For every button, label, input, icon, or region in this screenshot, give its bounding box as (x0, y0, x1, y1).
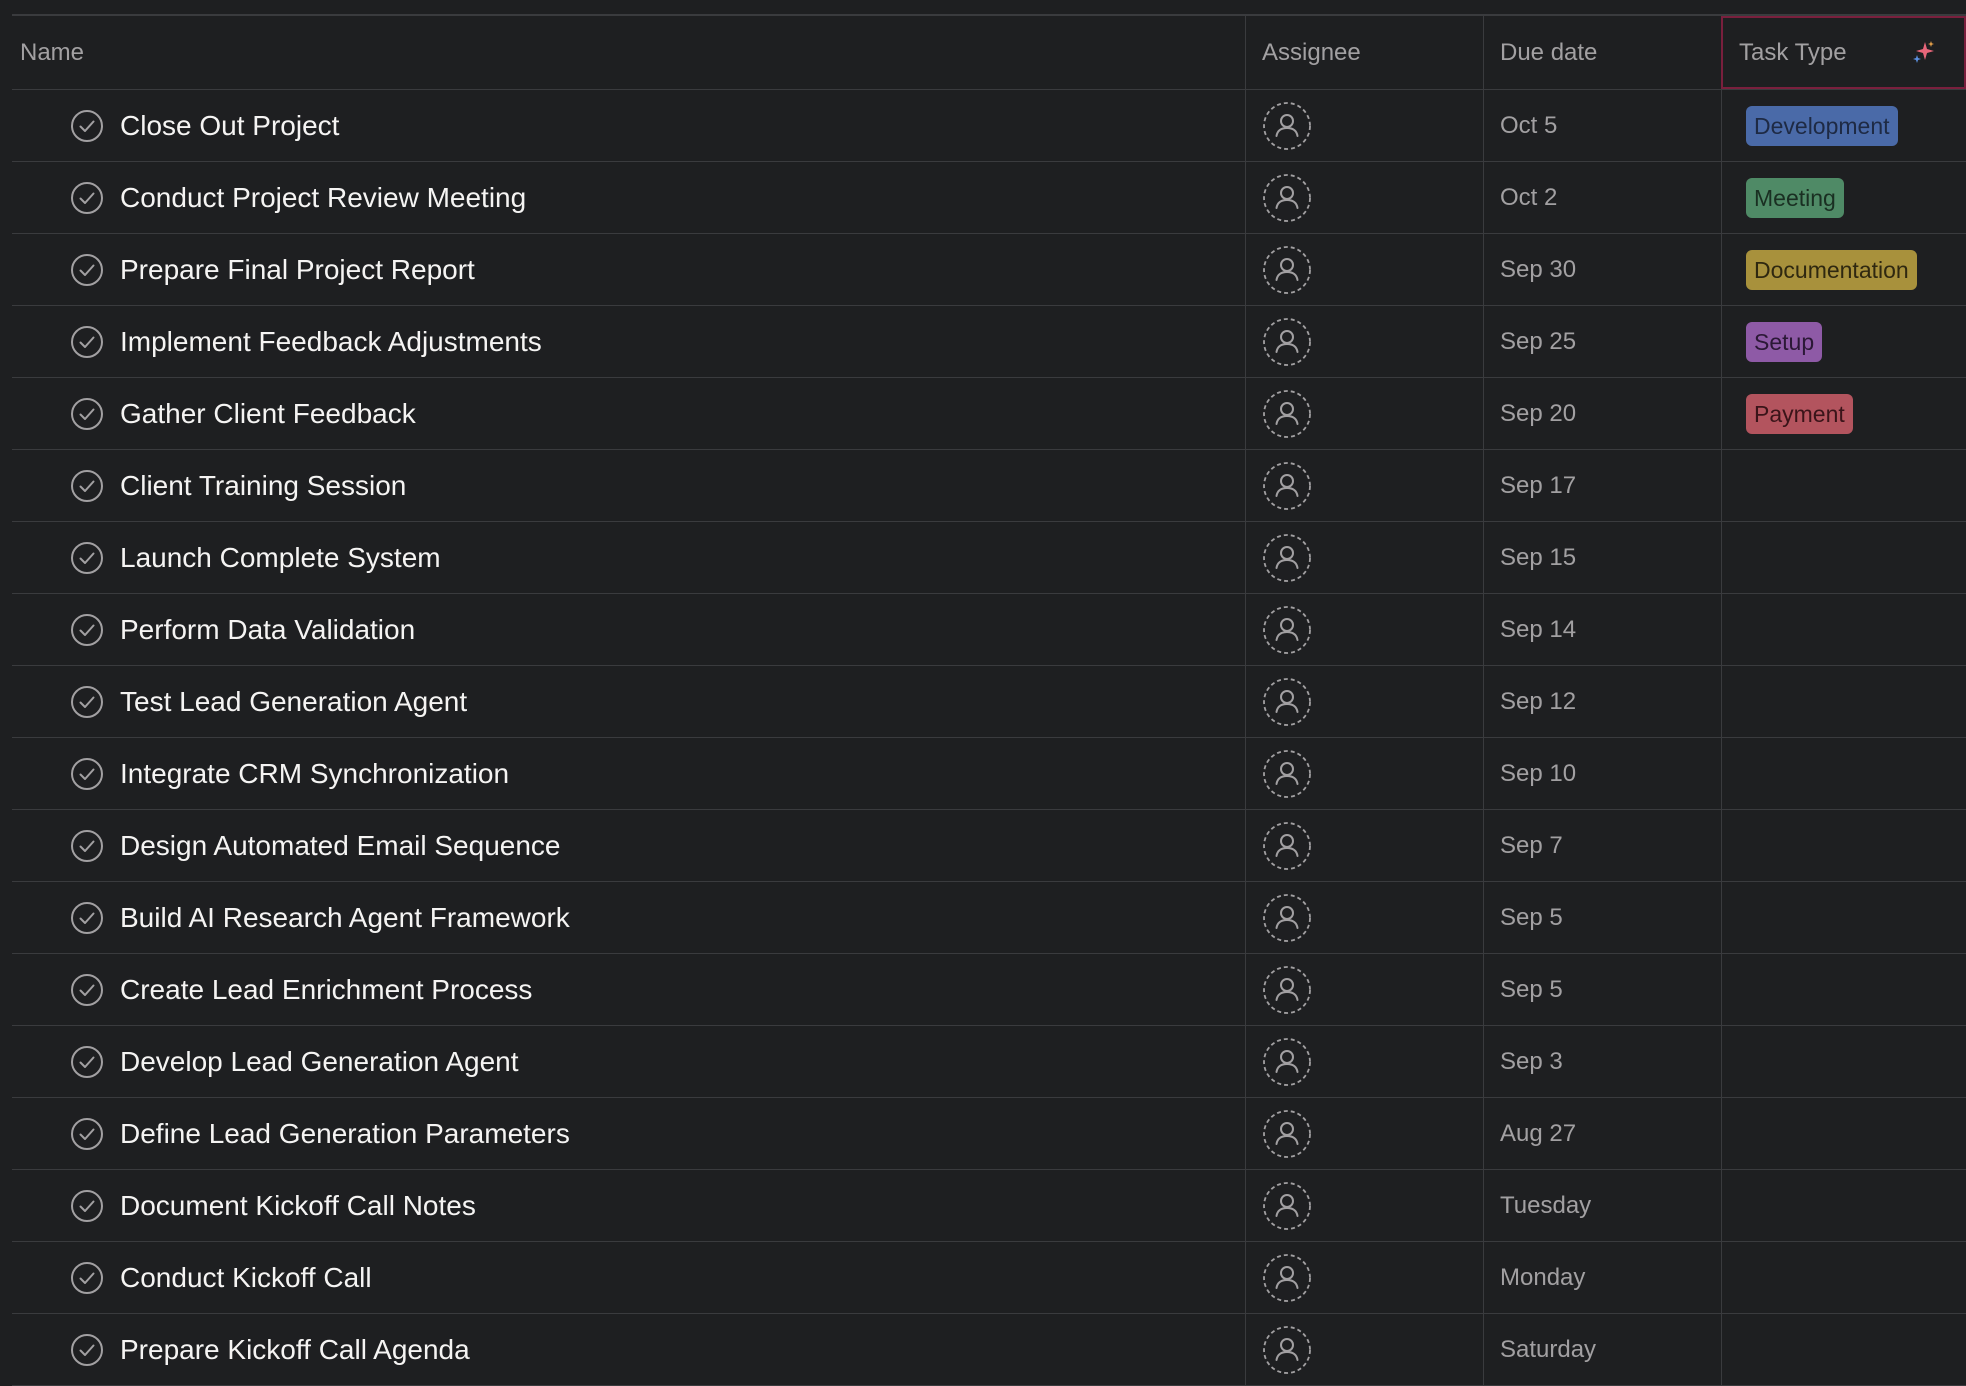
due-date-cell[interactable] (1483, 1026, 1721, 1097)
due-date: Sep 17 (1500, 471, 1577, 499)
check-circle-icon[interactable] (70, 253, 104, 287)
unassigned-avatar-icon[interactable] (1262, 749, 1312, 799)
task-name[interactable]: Prepare Final Project Report (120, 253, 475, 285)
task-name-cell[interactable] (12, 522, 1245, 593)
check-circle-icon[interactable] (70, 685, 104, 719)
check-circle-icon[interactable] (70, 181, 104, 215)
task-name[interactable]: Document Kickoff Call Notes (120, 1189, 476, 1221)
due-date: Sep 14 (1500, 615, 1577, 643)
table-row[interactable] (12, 450, 1966, 522)
task-type-cell[interactable] (1721, 1026, 1966, 1097)
task-type-tag[interactable]: Meeting (1746, 178, 1844, 218)
check-circle-icon[interactable] (70, 541, 104, 575)
check-circle-icon[interactable] (70, 757, 104, 791)
due-date-cell[interactable] (1483, 1098, 1721, 1169)
assignee-cell[interactable] (1245, 1098, 1483, 1169)
table-row[interactable] (12, 378, 1966, 450)
table-row[interactable] (12, 306, 1966, 378)
task-name[interactable]: Conduct Kickoff Call (120, 1261, 372, 1293)
check-circle-icon[interactable] (70, 1261, 104, 1295)
unassigned-avatar-icon[interactable] (1262, 893, 1312, 943)
check-circle-icon[interactable] (70, 901, 104, 935)
assignee-cell[interactable] (1245, 954, 1483, 1025)
task-name[interactable]: Build AI Research Agent Framework (120, 901, 570, 933)
task-name[interactable]: Test Lead Generation Agent (120, 685, 468, 717)
task-name-cell[interactable] (12, 306, 1245, 377)
assignee-cell[interactable] (1245, 882, 1483, 953)
unassigned-avatar-icon[interactable] (1262, 1037, 1312, 1087)
task-type-tag[interactable]: Setup (1746, 322, 1822, 362)
task-name[interactable]: Conduct Project Review Meeting (120, 181, 527, 213)
check-circle-icon[interactable] (70, 397, 104, 431)
assignee-cell[interactable] (1245, 162, 1483, 233)
task-name[interactable]: Implement Feedback Adjustments (120, 325, 542, 357)
task-name-cell[interactable] (12, 954, 1245, 1025)
table-header (12, 16, 1966, 90)
table-row[interactable] (12, 882, 1966, 954)
task-type-cell[interactable] (1721, 954, 1966, 1025)
task-type-cell[interactable] (1721, 1242, 1966, 1313)
assignee-cell[interactable] (1245, 810, 1483, 881)
task-name-cell[interactable] (12, 1314, 1245, 1385)
due-date-cell[interactable] (1483, 1314, 1721, 1385)
task-name[interactable]: Create Lead Enrichment Process (120, 973, 533, 1005)
due-date-cell[interactable] (1483, 954, 1721, 1025)
due-date: Sep 5 (1500, 975, 1563, 1003)
due-date: Sep 20 (1500, 399, 1577, 427)
task-name[interactable]: Design Automated Email Sequence (120, 829, 561, 861)
task-name[interactable]: Prepare Kickoff Call Agenda (120, 1333, 470, 1365)
task-type-cell[interactable] (1721, 90, 1966, 161)
due-date: Aug 27 (1500, 1119, 1577, 1147)
due-date: Monday (1500, 1263, 1586, 1291)
column-header-assignee-label: Assignee (1262, 38, 1361, 66)
due-date: Oct 5 (1500, 111, 1558, 139)
due-date: Sep 30 (1500, 255, 1577, 283)
unassigned-avatar-icon[interactable] (1262, 317, 1312, 367)
task-type-cell[interactable] (1721, 306, 1966, 377)
assignee-cell[interactable] (1245, 1242, 1483, 1313)
due-date: Sep 25 (1500, 327, 1577, 355)
due-date-cell[interactable] (1483, 162, 1721, 233)
task-type-cell[interactable] (1721, 738, 1966, 809)
table-row[interactable] (12, 594, 1966, 666)
unassigned-avatar-icon[interactable] (1262, 821, 1312, 871)
table-row[interactable] (12, 738, 1966, 810)
column-header-due-date-label: Due date (1500, 38, 1598, 66)
task-type-cell[interactable] (1721, 522, 1966, 593)
due-date-cell[interactable] (1483, 882, 1721, 953)
unassigned-avatar-icon[interactable] (1262, 1253, 1312, 1303)
task-name-cell[interactable] (12, 90, 1245, 161)
table-row[interactable] (12, 1026, 1966, 1098)
table-row[interactable] (12, 666, 1966, 738)
task-name-cell[interactable] (12, 594, 1245, 665)
task-name[interactable]: Develop Lead Generation Agent (120, 1045, 519, 1077)
task-type-cell[interactable] (1721, 1170, 1966, 1241)
assignee-cell[interactable] (1245, 378, 1483, 449)
unassigned-avatar-icon[interactable] (1262, 173, 1312, 223)
task-type-cell[interactable] (1721, 882, 1966, 953)
unassigned-avatar-icon[interactable] (1262, 677, 1312, 727)
task-name-cell[interactable] (12, 738, 1245, 809)
task-name-cell[interactable] (12, 810, 1245, 881)
unassigned-avatar-icon[interactable] (1262, 1109, 1312, 1159)
task-rows (12, 90, 1966, 1386)
check-circle-icon[interactable] (70, 1189, 104, 1223)
task-type-tag[interactable]: Development (1746, 106, 1898, 146)
due-date-cell[interactable] (1483, 522, 1721, 593)
task-type-cell[interactable] (1721, 162, 1966, 233)
assignee-cell[interactable] (1245, 1314, 1483, 1385)
due-date: Tuesday (1500, 1191, 1592, 1219)
task-type-cell[interactable] (1721, 1098, 1966, 1169)
task-name[interactable]: Client Training Session (120, 469, 407, 501)
assignee-cell[interactable] (1245, 522, 1483, 593)
task-type-cell[interactable] (1721, 234, 1966, 305)
check-circle-icon[interactable] (70, 973, 104, 1007)
unassigned-avatar-icon[interactable] (1262, 389, 1312, 439)
table-row[interactable] (12, 810, 1966, 882)
task-name-cell[interactable] (12, 234, 1245, 305)
unassigned-avatar-icon[interactable] (1262, 965, 1312, 1015)
table-row[interactable] (12, 1098, 1966, 1170)
due-date: Sep 15 (1500, 543, 1577, 571)
unassigned-avatar-icon[interactable] (1262, 533, 1312, 583)
due-date-cell[interactable] (1483, 738, 1721, 809)
task-name-cell[interactable] (12, 162, 1245, 233)
task-type-tag[interactable]: Documentation (1746, 250, 1917, 290)
column-header-task-type-label: Task Type (1739, 38, 1847, 66)
table-row[interactable] (12, 234, 1966, 306)
task-name[interactable]: Define Lead Generation Parameters (120, 1117, 570, 1149)
task-name-cell[interactable] (12, 1098, 1245, 1169)
due-date-cell[interactable] (1483, 378, 1721, 449)
table-row[interactable] (12, 1314, 1966, 1386)
due-date-cell[interactable] (1483, 1170, 1721, 1241)
assignee-cell[interactable] (1245, 594, 1483, 665)
table-row[interactable] (12, 90, 1966, 162)
sparkle-icon[interactable] (1910, 40, 1936, 66)
check-circle-icon[interactable] (70, 1117, 104, 1151)
task-type-cell[interactable] (1721, 666, 1966, 737)
task-type-cell[interactable] (1721, 1314, 1966, 1385)
unassigned-avatar-icon[interactable] (1262, 245, 1312, 295)
column-header-task-type[interactable] (1721, 16, 1966, 89)
due-date-cell[interactable] (1483, 234, 1721, 305)
column-header-name[interactable] (12, 16, 1245, 89)
assignee-cell[interactable] (1245, 738, 1483, 809)
due-date-cell[interactable] (1483, 810, 1721, 881)
unassigned-avatar-icon[interactable] (1262, 1325, 1312, 1375)
check-circle-icon[interactable] (70, 109, 104, 143)
task-name[interactable]: Integrate CRM Synchronization (120, 757, 510, 789)
task-type-tag[interactable]: Payment (1746, 394, 1853, 434)
task-name-cell[interactable] (12, 882, 1245, 953)
column-header-name-label: Name (20, 38, 85, 66)
table-row[interactable] (12, 1242, 1966, 1314)
unassigned-avatar-icon[interactable] (1262, 461, 1312, 511)
task-name[interactable]: Perform Data Validation (120, 613, 416, 645)
check-circle-icon[interactable] (70, 1045, 104, 1079)
check-circle-icon[interactable] (70, 325, 104, 359)
due-date-cell[interactable] (1483, 90, 1721, 161)
task-type-cell[interactable] (1721, 450, 1966, 521)
task-name-cell[interactable] (12, 1242, 1245, 1313)
task-name[interactable]: Launch Complete System (120, 541, 441, 573)
due-date: Sep 12 (1500, 687, 1577, 715)
assignee-cell[interactable] (1245, 90, 1483, 161)
table-row[interactable] (12, 954, 1966, 1026)
table-row[interactable] (12, 1170, 1966, 1242)
check-circle-icon[interactable] (70, 829, 104, 863)
task-name-cell[interactable] (12, 666, 1245, 737)
due-date-cell[interactable] (1483, 1242, 1721, 1313)
unassigned-avatar-icon[interactable] (1262, 101, 1312, 151)
task-type-cell[interactable] (1721, 378, 1966, 449)
due-date: Saturday (1500, 1335, 1597, 1363)
task-name[interactable]: Gather Client Feedback (120, 397, 416, 429)
due-date-cell[interactable] (1483, 666, 1721, 737)
assignee-cell[interactable] (1245, 306, 1483, 377)
column-header-due-date[interactable] (1483, 16, 1721, 89)
task-table (12, 14, 1966, 1386)
task-name-cell[interactable] (12, 378, 1245, 449)
table-row[interactable] (12, 162, 1966, 234)
due-date: Sep 7 (1500, 831, 1563, 859)
unassigned-avatar-icon[interactable] (1262, 1181, 1312, 1231)
due-date: Oct 2 (1500, 183, 1558, 211)
task-name-cell[interactable] (12, 1026, 1245, 1097)
assignee-cell[interactable] (1245, 1170, 1483, 1241)
unassigned-avatar-icon[interactable] (1262, 605, 1312, 655)
table-row[interactable] (12, 522, 1966, 594)
assignee-cell[interactable] (1245, 1026, 1483, 1097)
assignee-cell[interactable] (1245, 234, 1483, 305)
assignee-cell[interactable] (1245, 450, 1483, 521)
due-date: Sep 10 (1500, 759, 1577, 787)
task-type-cell[interactable] (1721, 594, 1966, 665)
due-date: Sep 5 (1500, 903, 1563, 931)
due-date-cell[interactable] (1483, 450, 1721, 521)
check-circle-icon[interactable] (70, 1333, 104, 1367)
check-circle-icon[interactable] (70, 469, 104, 503)
task-name[interactable]: Close Out Project (120, 109, 340, 141)
task-name-cell[interactable] (12, 1170, 1245, 1241)
task-name-cell[interactable] (12, 450, 1245, 521)
due-date-cell[interactable] (1483, 594, 1721, 665)
assignee-cell[interactable] (1245, 666, 1483, 737)
check-circle-icon[interactable] (70, 613, 104, 647)
due-date-cell[interactable] (1483, 306, 1721, 377)
due-date: Sep 3 (1500, 1047, 1563, 1075)
column-header-assignee[interactable] (1245, 16, 1483, 89)
task-type-cell[interactable] (1721, 810, 1966, 881)
